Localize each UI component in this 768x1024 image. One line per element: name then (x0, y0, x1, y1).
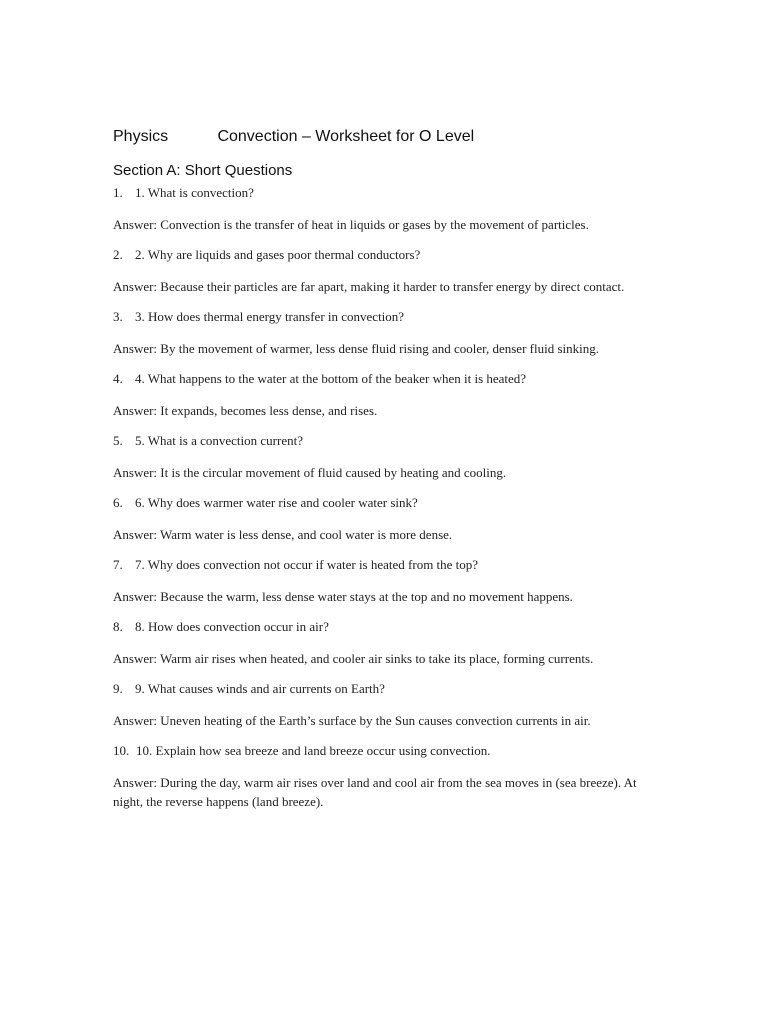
qa-item (113, 493, 658, 544)
answer-text: Answer: Uneven heating of the Earth’s surface by the Sun causes convection currents in air. (113, 713, 591, 728)
question-number: 3. (113, 309, 123, 324)
answer-text: Answer: It expands, becomes less dense, and rises. (113, 403, 378, 418)
answer-text: Answer: By the movement of warmer, less dense fluid rising and cooler, denser fluid sinking. (113, 341, 599, 356)
question-text: 9. What causes winds and air currents on Earth? (135, 681, 385, 696)
qa-item (113, 245, 658, 296)
question-text: 10. Explain how sea breeze and land breeze occur using convection. (136, 743, 491, 758)
qa-item (113, 183, 658, 234)
question-number: 7. (113, 557, 123, 572)
answer-text: Answer: During the day, warm air rises over land and cool air from the sea moves in (sea breeze). At night, the reverse happens (land breeze). (113, 775, 637, 809)
answer-text: Answer: Because the warm, less dense water stays at the top and no movement happens. (113, 589, 573, 604)
question (113, 369, 658, 389)
answer-text: Answer: It is the circular movement of fluid caused by heating and cooling. (113, 465, 507, 480)
question-text: 1. What is convection? (135, 185, 254, 200)
question (113, 307, 658, 327)
qa-item (113, 679, 658, 730)
question-text: 8. How does convection occur in air? (135, 619, 329, 634)
question-number: 1. (113, 185, 123, 200)
qa-item (113, 741, 658, 811)
qa-item (113, 555, 658, 606)
qa-item (113, 431, 658, 482)
question-text: 7. Why does convection not occur if water is heated from the top? (135, 557, 479, 572)
question-text: 5. What is a convection current? (135, 433, 303, 448)
worksheet-page (113, 124, 658, 822)
question-number: 6. (113, 495, 123, 510)
document-title: Convection – Worksheet for O Level (217, 128, 475, 145)
subject-label: Physics (113, 128, 169, 145)
answer-text: Answer: Because their particles are far apart, making it harder to transfer energy by direct contact. (113, 279, 625, 294)
question-text: 2. Why are liquids and gases poor thermal conductors? (135, 247, 421, 262)
question (113, 679, 658, 699)
question-number: 2. (113, 247, 123, 262)
question-list (113, 183, 658, 811)
question-number: 5. (113, 433, 123, 448)
question-number: 9. (113, 681, 123, 696)
question (113, 431, 658, 451)
question (113, 555, 658, 575)
question-number: 8. (113, 619, 123, 634)
answer-text: Answer: Warm air rises when heated, and cooler air sinks to take its place, forming currents. (113, 651, 594, 666)
qa-item (113, 369, 658, 420)
question-text: 3. How does thermal energy transfer in convection? (135, 309, 405, 324)
section-heading: Section A: Short Questions (113, 162, 293, 179)
question (113, 493, 658, 513)
question-text: 6. Why does warmer water rise and cooler water sink? (135, 495, 418, 510)
question-number: 10. (113, 743, 130, 758)
question (113, 183, 658, 203)
title-row (113, 124, 658, 150)
question-number: 4. (113, 371, 123, 386)
qa-item (113, 617, 658, 668)
qa-item (113, 307, 658, 358)
question-text: 4. What happens to the water at the bottom of the beaker when it is heated? (135, 371, 527, 386)
answer-text: Answer: Convection is the transfer of heat in liquids or gases by the movement of particles. (113, 217, 589, 232)
answer-text: Answer: Warm water is less dense, and cool water is more dense. (113, 527, 453, 542)
question (113, 617, 658, 637)
question (113, 741, 658, 761)
question (113, 245, 658, 265)
